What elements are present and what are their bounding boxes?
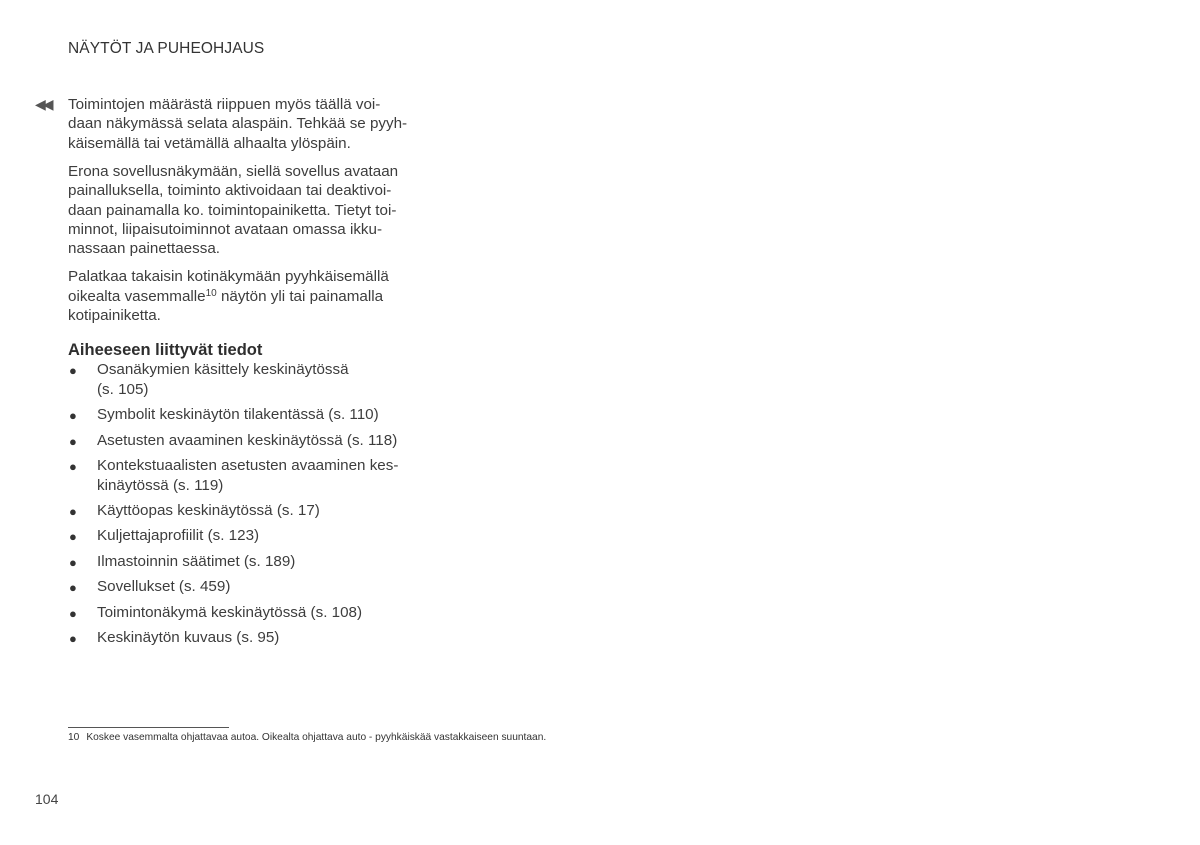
related-info-list (68, 360, 408, 647)
footnote-reference: 10 (205, 287, 217, 299)
related-link-text: Kuljettajaprofiilit (s. 123) (97, 527, 260, 545)
related-link-item[interactable] (68, 405, 408, 424)
bullet-icon: ● (69, 408, 77, 424)
text-line: Palatkaa takaisin kotinäkymään pyyhkäisemällä (68, 268, 389, 286)
text-line: nassaan painettaessa. (68, 240, 220, 258)
paragraph-difference (68, 162, 408, 259)
text-fragment: oikealta vasemmalle (68, 287, 206, 305)
text-line: Erona sovellusnäkymään, siellä sovellus avataan (68, 162, 399, 180)
footnote-number: 10 (68, 732, 80, 743)
text-line: daan näkymässä selata alaspäin. Tehkää se pyyh- (68, 115, 408, 133)
related-link-text: Osanäkymien käsittely keskinäytössä (97, 361, 349, 379)
related-link-text: Ilmastoinnin säätimet (s. 189) (97, 552, 296, 570)
related-link-text: Käyttöopas keskinäytössä (s. 17) (97, 501, 320, 519)
related-link-text: Asetusten avaaminen keskinäytössä (s. 118) (97, 431, 398, 449)
text-line: Toimintojen määrästä riippuen myös täällä voi- (68, 96, 381, 113)
related-link-item[interactable] (68, 526, 408, 545)
text-fragment: näytön yli tai painamalla (216, 287, 384, 305)
related-link-text: kinäytössä (s. 119) (97, 476, 224, 494)
related-link-item[interactable] (68, 501, 408, 520)
related-link-text: Keskinäytön kuvaus (s. 95) (97, 628, 280, 646)
related-link-item[interactable] (68, 603, 408, 622)
related-link-text: Symbolit keskinäytön tilakentässä (s. 110) (97, 406, 379, 424)
text-line: kotipainiketta. (68, 307, 161, 325)
footnote (68, 732, 546, 743)
bullet-icon: ● (69, 605, 77, 621)
bullet-icon: ● (69, 529, 77, 545)
text-line: daan painamalla ko. toimintopainiketta. Tietyt toi- (68, 201, 397, 219)
bullet-icon: ● (69, 503, 77, 519)
page-header: NÄYTÖT JA PUHEOHJAUS (68, 40, 265, 57)
bullet-icon: ● (69, 554, 77, 570)
paragraph-scrolling (68, 95, 408, 153)
bullet-icon: ● (69, 459, 77, 475)
bullet-icon: ● (69, 580, 77, 596)
bullet-icon: ● (69, 630, 77, 646)
related-info-heading: Aiheeseen liittyvät tiedot (68, 341, 263, 360)
footnote-divider (68, 727, 229, 728)
text-line: käisemällä tai vetämällä alhaalta ylöspäin. (68, 134, 351, 152)
continuation-icon: ◀◀ (35, 96, 51, 112)
related-link-item[interactable] (68, 456, 408, 495)
footnote-text: Koskee vasemmalta ohjattavaa autoa. Oikealta ohjattava auto - pyyhkäiskää vastakkaiseen suuntaan. (86, 732, 547, 743)
related-link-item[interactable] (68, 360, 408, 399)
bullet-icon: ● (69, 433, 77, 449)
related-link-item[interactable] (68, 552, 408, 571)
related-link-text: Toimintonäkymä keskinäytössä (s. 108) (97, 603, 363, 621)
related-link-text: (s. 105) (97, 380, 149, 398)
related-link-item[interactable] (68, 431, 408, 450)
related-link-text: Kontekstuaalisten asetusten avaaminen kes- (97, 457, 399, 475)
text-line (68, 287, 408, 306)
related-link-item[interactable] (68, 577, 408, 596)
paragraph-return-home (68, 267, 408, 325)
page-number: 104 (35, 791, 59, 807)
text-line: minnot, liipaisutoiminnot avataan omassa ikku- (68, 220, 383, 238)
related-link-text: Sovellukset (s. 459) (97, 578, 231, 596)
bullet-icon: ● (69, 363, 77, 379)
related-link-item[interactable] (68, 628, 408, 647)
text-line: painalluksella, toiminto aktivoidaan tai deaktivoi- (68, 182, 392, 200)
main-column (68, 95, 408, 653)
